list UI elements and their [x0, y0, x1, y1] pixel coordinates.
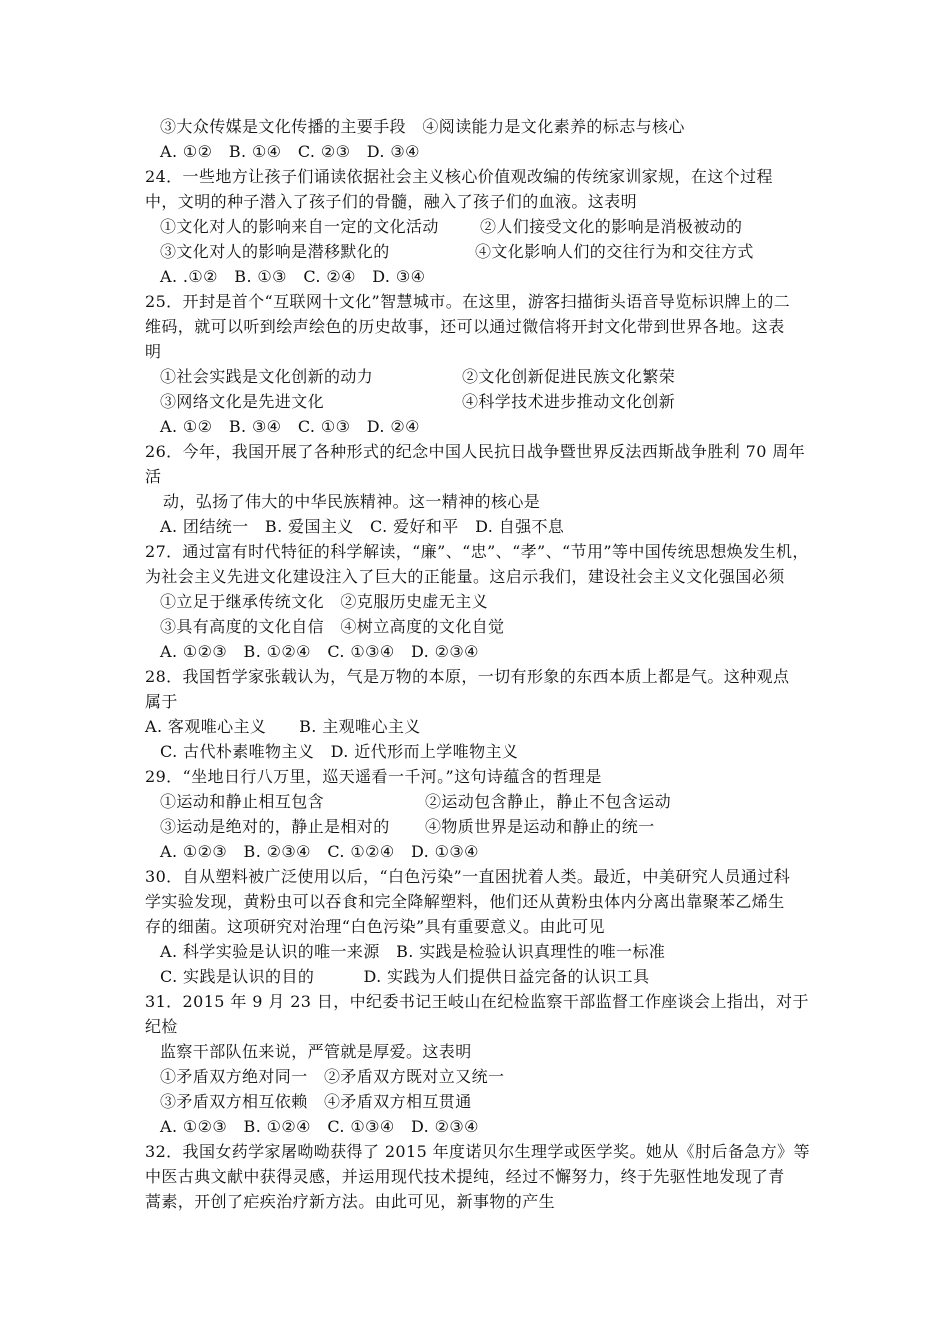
q28-answer-choices-ab: A. 客观唯心主义 B. 主观唯心主义 [145, 717, 421, 736]
q28-stem-line-2: 属于 [145, 692, 178, 711]
q24-answer-choices: A. .①② B. ①③ C. ②④ D. ③④ [160, 267, 426, 286]
q25-stem-line-1: 25．开封是首个“互联网十文化”智慧城市。在这里，游客扫描街头语音导览标识牌上的二 [145, 292, 791, 311]
q27-answer-choices: A. ①②③ B. ①②④ C. ①③④ D. ②③④ [160, 642, 479, 661]
q29-option-4: ④物质世界是运动和静止的统一 [425, 817, 655, 836]
q30-stem-line-2: 学实验发现，黄粉虫可以吞食和完全降解塑料，他们还从黄粉虫体内分离出靠聚苯乙烯生 [145, 892, 785, 911]
q26-stem-line-1: 26．今年，我国开展了各种形式的纪念中国人民抗日战争暨世界反法西斯战争胜利 70 周年 [145, 442, 806, 461]
q30-answer-choices-ab: A. 科学实验是认识的唯一来源 B. 实践是检验认识真理性的唯一标准 [160, 942, 666, 961]
q27-stem-line-2: 为社会主义先进文化建设注入了巨大的正能量。这启示我们，建设社会主义文化强国必须 [145, 567, 785, 586]
q31-stem-line-3: 监察干部队伍来说，严管就是厚爱。这表明 [160, 1042, 472, 1061]
q23-answer-choices: A. ①② B. ①④ C. ②③ D. ③④ [160, 142, 420, 161]
q24-option-4: ④文化影响人们的交往行为和交往方式 [475, 242, 754, 261]
q24-option-1: ①文化对人的影响来自一定的文化活动 [160, 217, 439, 236]
q23-option-line-2: ③大众传媒是文化传播的主要手段 ④阅读能力是文化素养的标志与核心 [160, 117, 685, 136]
q25-option-3: ③网络文化是先进文化 [160, 392, 325, 411]
q31-options-line-2: ③矛盾双方相互依赖 ④矛盾双方相互贯通 [160, 1092, 472, 1111]
q26-stem-line-2: 活 [145, 467, 162, 486]
q25-stem-line-3: 明 [145, 342, 162, 361]
q31-stem-line-1: 31．2015 年 9 月 23 日，中纪委书记王岐山在纪检监察干部监督工作座谈会上指出，对于 [145, 992, 809, 1011]
q27-options-line-1: ①立足于继承传统文化 ②克服历史虚无主义 [160, 592, 489, 611]
q31-stem-line-2: 纪检 [145, 1017, 178, 1036]
q29-option-1: ①运动和静止相互包含 [160, 792, 325, 811]
q24-stem-line-2: 中，文明的种子潜入了孩子们的骨髓，融入了孩子们的血液。这表明 [145, 192, 638, 211]
q24-stem-line-1: 24．一些地方让孩子们诵读依据社会主义核心价值观改编的传统家训家规，在这个过程 [145, 167, 773, 186]
q29-option-3: ③运动是绝对的，静止是相对的 [160, 817, 390, 836]
q29-stem: 29．“坐地日行八万里，巡天遥看一千河。”这句诗蕴含的哲理是 [145, 767, 602, 786]
q32-stem-line-3: 蒿素，开创了疟疾治疗新方法。由此可见，新事物的产生 [145, 1192, 556, 1211]
q30-stem-line-1: 30．自从塑料被广泛使用以后，“白色污染”一直困扰着人类。最近，中美研究人员通过科 [145, 867, 791, 886]
q31-options-line-1: ①矛盾双方绝对同一 ②矛盾双方既对立又统一 [160, 1067, 505, 1086]
q30-answer-choices-cd: C. 实践是认识的目的 D. 实践为人们提供日益完备的认识工具 [160, 967, 650, 986]
q26-answer-choices: A. 团结统一 B. 爱国主义 C. 爱好和平 D. 自强不息 [160, 517, 565, 536]
q25-option-4: ④科学技术进步推动文化创新 [462, 392, 676, 411]
q29-option-2: ②运动包含静止，静止不包含运动 [425, 792, 672, 811]
q27-options-line-2: ③具有高度的文化自信 ④树立高度的文化自觉 [160, 617, 505, 636]
q24-option-2: ②人们接受文化的影响是消极被动的 [480, 217, 743, 236]
q28-answer-choices-cd: C. 古代朴素唯物主义 D. 近代形而上学唯物主义 [160, 742, 519, 761]
q32-stem-line-1: 32．我国女药学家屠呦呦获得了 2015 年度诺贝尔生理学或医学奖。她从《肘后备急方》等 [145, 1142, 810, 1161]
q25-stem-line-2: 维码，就可以听到绘声绘色的历史故事，还可以通过微信将开封文化带到世界各地。这表 [145, 317, 785, 336]
q28-stem-line-1: 28．我国哲学家张载认为，气是万物的本原，一切有形象的东西本质上都是气。这种观点 [145, 667, 790, 686]
q27-stem-line-1: 27．通过富有时代特征的科学解读，“廉”、“忠”、“孝”、“节用”等中国传统思想焕发生机， [145, 542, 809, 561]
q32-stem-line-2: 中医古典文献中获得灵感，并运用现代技术提纯，经过不懈努力，终于先驱性地发现了青 [145, 1167, 785, 1186]
q25-option-2: ②文化创新促进民族文化繁荣 [462, 367, 676, 386]
q31-answer-choices: A. ①②③ B. ①②④ C. ①③④ D. ②③④ [160, 1117, 479, 1136]
q24-option-3: ③文化对人的影响是潜移默化的 [160, 242, 390, 261]
q25-answer-choices: A. ①② B. ③④ C. ①③ D. ②④ [160, 417, 420, 436]
q25-option-1: ①社会实践是文化创新的动力 [160, 367, 374, 386]
q26-stem-line-3: 动，弘扬了伟大的中华民族精神。这一精神的核心是 [163, 492, 541, 511]
q29-answer-choices: A. ①②③ B. ②③④ C. ①②④ D. ①③④ [160, 842, 479, 861]
q30-stem-line-3: 存的细菌。这项研究对治理“白色污染”具有重要意义。由此可见 [145, 917, 605, 936]
